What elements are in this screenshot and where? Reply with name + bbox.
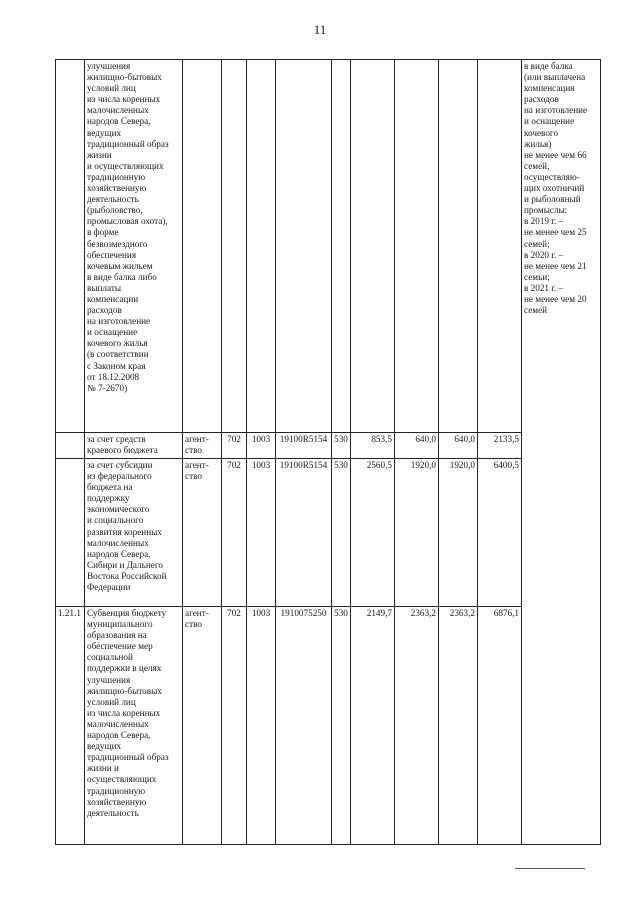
- row-description: Субвенция бюджету муниципального образования на обеспечение мер социальной поддержки в целях улучшения жилищно-бытовых условий лиц из числа коренных малочисленных народов Севера, ведущих традиционный образ жизни и осуществляющих традиционную хозяйственную деятельность: [85, 607, 183, 845]
- row-2019: 2149,7: [351, 607, 395, 845]
- row-target: 1910075250: [276, 607, 332, 845]
- budget-table: [55, 59, 601, 845]
- row-2021: 1920,0: [439, 459, 478, 607]
- row-section: 1003: [247, 459, 276, 607]
- row-2019: 2560,5: [351, 459, 395, 607]
- row-target: 19100R5154: [276, 459, 332, 607]
- row-2020: 640,0: [395, 433, 439, 459]
- row-total: 2133,5: [478, 433, 522, 459]
- table-row: [56, 433, 601, 459]
- row-expense-type: 530: [332, 433, 351, 459]
- row-executor: агент- ство: [183, 459, 222, 607]
- page-number: 11: [313, 22, 327, 37]
- row-2020: [395, 60, 439, 433]
- row-2021: 640,0: [439, 433, 478, 459]
- table-row: [56, 459, 601, 607]
- row-2020: 2363,2: [395, 607, 439, 845]
- row-total: 6400,5: [478, 459, 522, 607]
- row-section: 1003: [247, 433, 276, 459]
- row-executor: агент- ство: [183, 433, 222, 459]
- row-section: 1003: [247, 607, 276, 845]
- table-row: [56, 607, 601, 845]
- row-grbs: 702: [222, 459, 247, 607]
- row-target: [276, 60, 332, 433]
- row-index: [56, 433, 85, 459]
- row-grbs: 702: [222, 433, 247, 459]
- row-expense-type: 530: [332, 459, 351, 607]
- row-result: в виде балка (или выплачена компенсация расходов на изготовление и оснащение кочевого жилья) не менее чем 66 семей, осуществляю- щих охотничий и рыболовный промыслы: в 2019 г. – не менее чем 25 семей; в 2020 г. – не менее чем 21 семьи; в 2021 г. – не менее чем 20 семей: [522, 60, 601, 845]
- row-expense-type: 530: [332, 607, 351, 845]
- row-section: [247, 60, 276, 433]
- row-total: 6876,1: [478, 607, 522, 845]
- row-description: за счет средств краевого бюджета: [85, 433, 183, 459]
- row-executor: агент- ство: [183, 607, 222, 845]
- row-2021: 2363,2: [439, 607, 478, 845]
- row-expense-type: [332, 60, 351, 433]
- row-2020: 1920,0: [395, 459, 439, 607]
- row-target: 19100R5154: [276, 433, 332, 459]
- row-2019: 853,5: [351, 433, 395, 459]
- row-total: [478, 60, 522, 433]
- row-description: за счет субсидии из федерального бюджета на поддержку экономического и социального развития коренных малочисленных народов Севера, Сибири и Дальнего Востока Российской Федерации: [85, 459, 183, 607]
- table-row: [56, 60, 601, 433]
- row-index: [56, 459, 85, 607]
- row-grbs: [222, 60, 247, 433]
- row-index: 1.21.1: [56, 607, 85, 845]
- row-executor: [183, 60, 222, 433]
- footer-divider: [515, 868, 585, 869]
- row-2019: [351, 60, 395, 433]
- row-index: [56, 60, 85, 433]
- row-2021: [439, 60, 478, 433]
- row-grbs: 702: [222, 607, 247, 845]
- row-description: улучшения жилищно-бытовых условий лиц из числа коренных малочисленных народов Севера, ведущих традиционный образ жизни и осуществляющих традиционную хозяйственную деятельность (рыболовство, промысловая охота), в форме безвозмездного обеспечения кочевым жильем в виде балка либо выплаты компенсации расходов на изготовление и оснащение кочевого жилья (в соответствии с Законом края от 18.12.2008 № 7-2670): [85, 60, 183, 433]
